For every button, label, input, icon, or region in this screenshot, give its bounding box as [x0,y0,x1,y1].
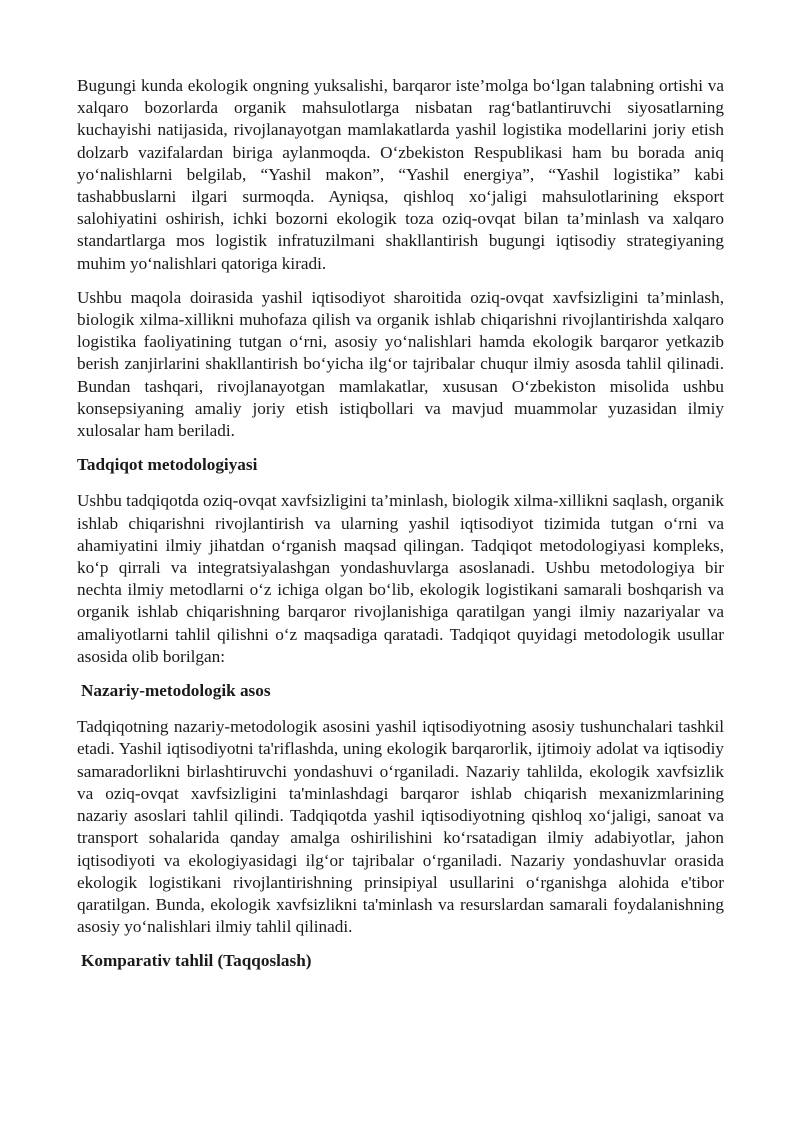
theory-paragraph: Tadqiqotning nazariy-metodologik asosini yashil iqtisodiyotning asosiy tushunchalari tashkil etadi. Yashil iqtisodiyotni ta'riflashda, uning ekologik barqarorlik, ijtimoiy adolat va iqtisodiy samaradorlikni birlashtiruvchi yondashuvi o‘rganiladi. Nazariy tahlilda, ekologik xavfsizlik va oziq-ovqat xavfsizligini ta'minlashdagi barqaror ishlab chiqarish mexanizmlarining nazariy asoslari tahlil qilindi. Tadqiqotda yashil iqtisodiyotning qishloq xo‘jaligi, sanoat va transport sohalarida qanday amalga oshirilishini ko‘rsatadigan ilmiy adabiyotlar, jahon iqtisodiyoti va ekologiyasidagi ilg‘or tajribalar o‘rganiladi. Nazariy yondashuvlar orasida ekologik logistikani rivojlantirishning prinsipiyal usullarini o‘rganishga alohida e'tibor qaratilgan. Bunda, ekologik xavfsizlikni ta'minlash va resurslardan samarali foydalanishning asosiy yo‘nalishlari ilmiy tahlil qilinadi. [77,717,724,937]
subsection-heading-theory: Nazariy-metodologik asos [81,681,271,701]
subsection-heading-comparative: Komparativ tahlil (Taqqoslash) [81,951,312,971]
methodology-paragraph: Ushbu tadqiqotda oziq-ovqat xavfsizligini ta’minlash, biologik xilma-xillikni saqlash, organik ishlab chiqarishni rivojlantirish va ularning yashil iqtisodiyot tizimida tutgan o‘rni va ahamiyatini ilmiy jihatdan o‘rganish maqsad qilingan. Tadqiqot metodologiyasi kompleks, ko‘p qirrali va integratsiyalashgan yondashuvlarga asoslanadi. Ushbu metodologiya bir nechta ilmiy metodlarni o‘z ichiga olgan bo‘lib, ekologik logistikani samarali boshqarish va organik ishlab chiqarishning barqaror rivojlanishiga qaratilgan yangi ilmiy nazariyalar va amaliyotlarni tahlil qilishni o‘z maqsadiga qaratadi. Tadqiqot quyidagi metodologik usullar asosida olib borilgan: [77,491,724,666]
document-page [77,75,724,985]
intro-paragraph-2: Ushbu maqola doirasida yashil iqtisodiyot sharoitida oziq-ovqat xavfsizligini ta’minlash, biologik xilma-xillikni muhofaza qilish va organik ishlab chiqarishni rivojlantirishda xalqaro logistika faoliyatining tutgan o‘rni, asosiy yo‘nalishlari hamda ekologik barqaror yetkazib berish zanjirlarini shakllantirish bo‘yicha ilg‘or tajribalar chuqur ilmiy asosda tahlil qilinadi. Bundan tashqari, rivojlanayotgan mamlakatlar, xususan O‘zbekiston misolida ushbu konsepsiyaning amaliy joriy etish istiqbollari va mavjud muammolar yuzasidan ilmiy xulosalar ham beriladi. [77,287,724,441]
intro-paragraph-1: Bugungi kunda ekologik ongning yuksalishi, barqaror iste’molga bo‘lgan talabning ortishi va xalqaro bozorlarda organik mahsulotlarga nisbatan rag‘batlantiruvchi siyosatlarning kuchayishi natijasida, rivojlanayotgan mamlakatlarda yashil logistika modellarini joriy etish dolzarb vazifalardan biriga aylanmoqda. O‘zbekiston Respublikasi ham bu borada aniq yo‘nalishlarni belgilab, “Yashil makon”, “Yashil energiya”, “Yashil logistika” kabi tashabbuslarni ilgari surmoqda. Ayniqsa, qishloq xo‘jaligi mahsulotlarining eksport salohiyatini oshirish, ichki bozorni ekologik toza oziq-ovqat bilan ta’minlash va xalqaro standartlarga mos logistik infratuzilmani shakllantirish bugungi iqtisodiy strategiyaning muhim yo‘nalishlari qatoriga kiradi. [77,76,724,273]
section-heading-methodology: Tadqiqot metodologiyasi [77,455,258,475]
